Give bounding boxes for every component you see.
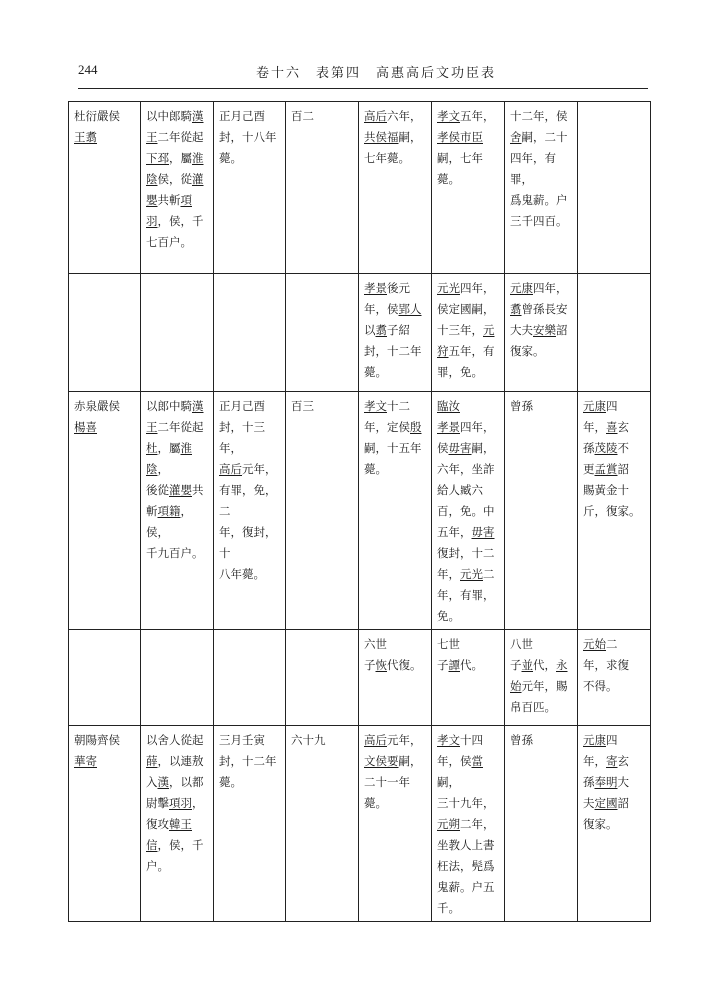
- marquis-name-cell: 朝陽齊侯 華寄: [69, 726, 141, 922]
- page-number: 244: [78, 62, 98, 77]
- rank-cell: 百三: [286, 392, 359, 630]
- enfeoffment-cell: 三月壬寅 封，十二年 薨。: [214, 726, 286, 922]
- merit-cell: 以舍人從起 薛，以連敖 入漢，以都 尉擊項羽， 復攻韓王 信，侯，千 户。: [141, 726, 214, 922]
- running-title: 卷十六 表第四 高惠高后文功臣表: [256, 66, 497, 81]
- generation-4-cell: 元始二 年，求復 不得。: [578, 630, 651, 726]
- enfeoffment-cell: [214, 274, 286, 392]
- page-header: [78, 62, 648, 84]
- table-row: [69, 102, 651, 274]
- marquis-name-cell: [69, 274, 141, 392]
- enfeoffment-cell: 正月己酉 封，十三年， 高后元年， 有罪，免，二 年，復封，十 八年薨。: [214, 392, 286, 630]
- enfeoffment-cell: 正月己酉 封，十八年 薨。: [214, 102, 286, 274]
- table-row: [69, 392, 651, 630]
- generation-2-cell: 孝文五年， 孝侯市臣 嗣，七年薨。: [432, 102, 505, 274]
- generation-4-cell: 元康四 年，喜玄 孫茂陵不 更孟賞詔 賜黃金十 斤，復家。: [578, 392, 651, 630]
- generation-3-cell: 八世 子並代，永 始元年，賜 帛百匹。: [505, 630, 578, 726]
- generation-2-cell: 臨汝 孝景四年， 侯毋害嗣， 六年，坐詐 給人臧六 百，免。中 五年，毋害 復封，十二 年，元光二 年，有罪， 免。: [432, 392, 505, 630]
- generation-1-cell: 孝景後元 年，侯郢人 以翥子紹 封，十二年 薨。: [359, 274, 432, 392]
- generation-4-cell: [578, 274, 651, 392]
- generation-1-cell: 高后元年， 文侯要嗣， 二十一年 薨。: [359, 726, 432, 922]
- generation-3-cell: 十二年，侯 舍嗣，二十 四年，有罪， 爲鬼薪。户 三千四百。: [505, 102, 578, 274]
- merit-cell: 以中郎騎漢 王二年從起 下邳，屬淮 陰侯，從灌 嬰共斬項 羽，侯，千 七百户。: [141, 102, 214, 274]
- table-row: [69, 630, 651, 726]
- generation-2-cell: 孝文十四 年，侯當嗣， 三十九年， 元朔二年， 坐教人上書 枉法，髡爲 鬼薪。户五 千。: [432, 726, 505, 922]
- merit-cell: [141, 630, 214, 726]
- generation-3-cell: 曾孫: [505, 726, 578, 922]
- table-row: [69, 726, 651, 922]
- generation-2-cell: 元光四年， 侯定國嗣， 十三年，元 狩五年，有 罪，免。: [432, 274, 505, 392]
- enfeoffment-cell: [214, 630, 286, 726]
- merit-cell: 以郎中騎漢 王二年從起 杜，屬淮陰， 後從灌嬰共 斬項籍，侯， 千九百户。: [141, 392, 214, 630]
- marquis-name-cell: 赤泉嚴侯 楊喜: [69, 392, 141, 630]
- generation-3-cell: 元康四年， 翥曾孫長安 大夫安樂詔 復家。: [505, 274, 578, 392]
- merit-cell: [141, 274, 214, 392]
- generation-1-cell: 孝文十二 年，定侯殷 嗣，十五年 薨。: [359, 392, 432, 630]
- header-rule: [78, 88, 648, 89]
- marquis-name-cell: 杜衍嚴侯 王翥: [69, 102, 141, 274]
- rank-cell: 百二: [286, 102, 359, 274]
- generation-4-cell: [578, 102, 651, 274]
- merit-table: [68, 101, 651, 922]
- marquis-name-cell: [69, 630, 141, 726]
- generation-4-cell: 元康四 年，寄玄 孫奉明大 夫定國詔 復家。: [578, 726, 651, 922]
- table-row: [69, 274, 651, 392]
- generation-1-cell: 六世 子恢代復。: [359, 630, 432, 726]
- rank-cell: [286, 630, 359, 726]
- rank-cell: 六十九: [286, 726, 359, 922]
- generation-3-cell: 曾孫: [505, 392, 578, 630]
- generation-1-cell: 高后六年， 共侯福嗣， 七年薨。: [359, 102, 432, 274]
- generation-2-cell: 七世 子譚代。: [432, 630, 505, 726]
- rank-cell: [286, 274, 359, 392]
